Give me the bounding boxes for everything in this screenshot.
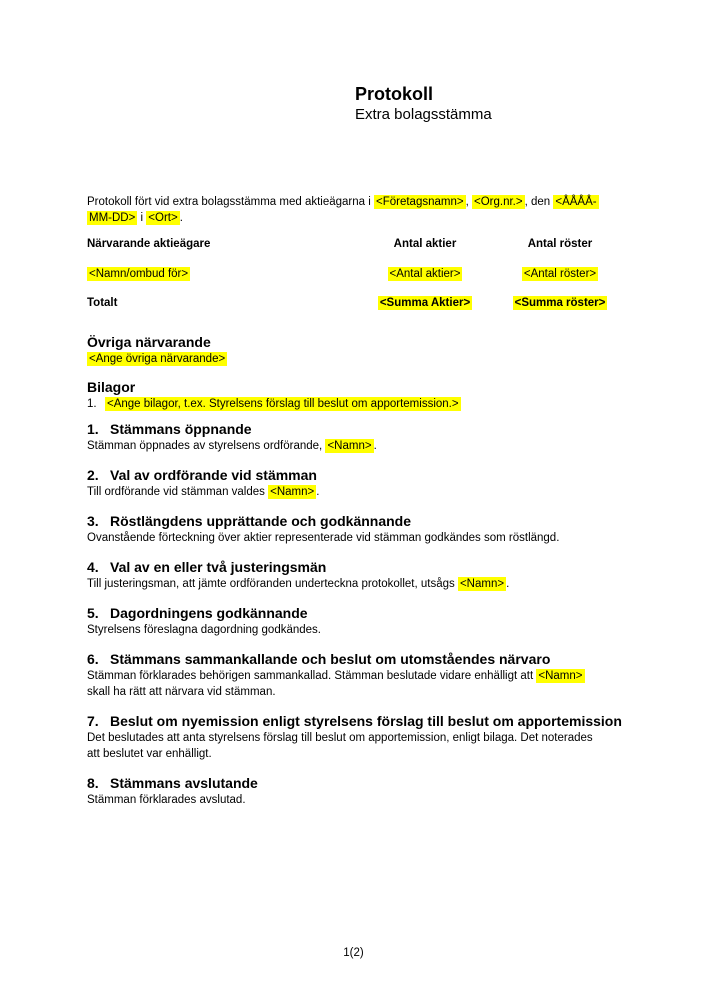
section-heading [87,512,637,530]
placeholder-highlight: <Ange övriga närvarande> [89,353,226,365]
column-header-shares: Antal aktier [393,238,457,250]
section-body [87,530,637,546]
agenda-section [87,774,637,808]
section-body [87,576,637,592]
text-run: Styrelsens föreslagna dagordning godkändes. [87,624,321,636]
section-number: 4. [87,559,99,575]
text-run: . [373,440,377,452]
section-body [87,668,637,700]
agenda-section [87,650,637,700]
placeholder-highlight: <Antal aktier> [389,268,461,280]
section-title: Val av ordförande vid stämman [110,467,317,483]
placeholder-highlight: <ÅÅÅÅ- [555,196,597,208]
intro-paragraph [87,194,637,226]
section-number: 7. [87,713,99,729]
agenda-section [87,512,637,546]
section-body [87,438,637,454]
column-header-votes: Antal röster [527,238,593,250]
text-run: att beslutet var enhälligt. [87,748,212,760]
text-run: i [137,212,147,224]
document-header [355,0,637,124]
section-number: 8. [87,775,99,791]
attendees-table [87,236,637,311]
placeholder-highlight: <Ange bilagor, t.ex. Styrelsens förslag till beslut om apportemission.> [107,398,459,410]
section-title: Stämmans öppnande [110,421,252,437]
section-heading [87,650,637,668]
others-present-value [87,351,637,367]
section-body [87,792,637,808]
cell-vote-count [500,266,620,282]
agenda-sections [87,420,637,808]
attachments-section [87,378,637,412]
section-heading [87,774,637,792]
section-title: Stämmans sammankallande och beslut om utomståendes närvaro [110,651,551,667]
placeholder-highlight: <Namn> [327,440,372,452]
section-heading [87,712,637,730]
placeholder-highlight: <Org.nr.> [473,196,523,208]
placeholder-highlight: <Summa Aktier> [379,297,471,309]
section-body [87,730,637,762]
others-present-section [87,333,637,367]
text-run: Det beslutades att anta styrelsens förslag till beslut om apportemission, enligt bilaga. Det noterades [87,732,593,744]
attachment-list-item [87,396,637,412]
placeholder-highlight: <Ort> [148,212,178,224]
text-run: . [316,486,320,498]
text-run: Stämman öppnades av styrelsens ordförande, [87,440,326,452]
section-number: 5. [87,605,99,621]
agenda-section [87,604,637,638]
text-run: Ovanstående förteckning över aktier representerade vid stämman godkändes som röstlängd. [87,532,560,544]
attachments-heading: Bilagor [87,379,136,395]
cell-shareholder-name [87,266,350,282]
agenda-section [87,466,637,500]
section-title: Beslut om nyemission enligt styrelsens förslag till beslut om apportemission [110,713,622,729]
placeholder-highlight: <Namn> [538,670,583,682]
attendees-table-row [87,266,620,282]
text-run: Protokoll fört vid extra bolagsstämma med aktieägarna i [87,196,374,208]
text-run: Stämman förklarades avslutad. [87,794,246,806]
others-present-heading: Övriga närvarande [87,334,211,350]
text-run: Stämman förklarades behörigen sammankallad. Stämman beslutade vidare enhälligt att [87,670,537,682]
section-heading [87,604,637,622]
text-run: . [179,212,183,224]
text-run: . [506,578,510,590]
text-run: , [465,196,472,208]
attendees-table-total-row [87,295,620,311]
placeholder-highlight: <Namn> [270,486,315,498]
column-header-shareholders: Närvarande aktieägare [87,238,211,250]
attendees-table-header-row [87,236,620,252]
section-heading [87,558,637,576]
placeholder-highlight: <Summa röster> [514,297,606,309]
text-run: , den [524,196,554,208]
placeholder-highlight: <Företagsnamn> [376,196,464,208]
section-heading [87,466,637,484]
cell-total-shares [350,295,500,311]
placeholder-highlight: <Antal röster> [523,268,597,280]
section-number: 3. [87,513,99,529]
section-title: Val av en eller två justeringsmän [110,559,327,575]
text-run: Till justeringsman, att jämte ordföranden underteckna protokollet, utsågs [87,578,458,590]
text-run: skall ha rätt att närvara vid stämman. [87,686,276,698]
page-number: 1(2) [343,947,364,959]
section-body [87,622,637,638]
placeholder-highlight: <Namn/ombud för> [89,268,189,280]
agenda-section [87,420,637,454]
placeholder-highlight: MM-DD> [89,212,136,224]
section-title: Stämmans avslutande [110,775,258,791]
section-number: 1. [87,421,99,437]
section-number: 6. [87,651,99,667]
section-body [87,484,637,500]
cell-total-votes [500,295,620,311]
attachment-item-number: 1. [87,398,97,410]
section-title: Dagordningens godkännande [110,605,308,621]
section-title: Röstlängdens upprättande och godkännande [110,513,412,529]
section-heading [87,420,637,438]
text-run: Till ordförande vid stämman valdes [87,486,269,498]
document-subtitle: Extra bolagsstämma [355,106,492,123]
agenda-section [87,712,637,762]
agenda-section [87,558,637,592]
section-number: 2. [87,467,99,483]
placeholder-highlight: <Namn> [459,578,505,590]
document-title: Protokoll [355,84,434,104]
attachment-item-text [105,396,461,412]
cell-share-count [350,266,500,282]
total-label: Totalt [87,297,118,309]
